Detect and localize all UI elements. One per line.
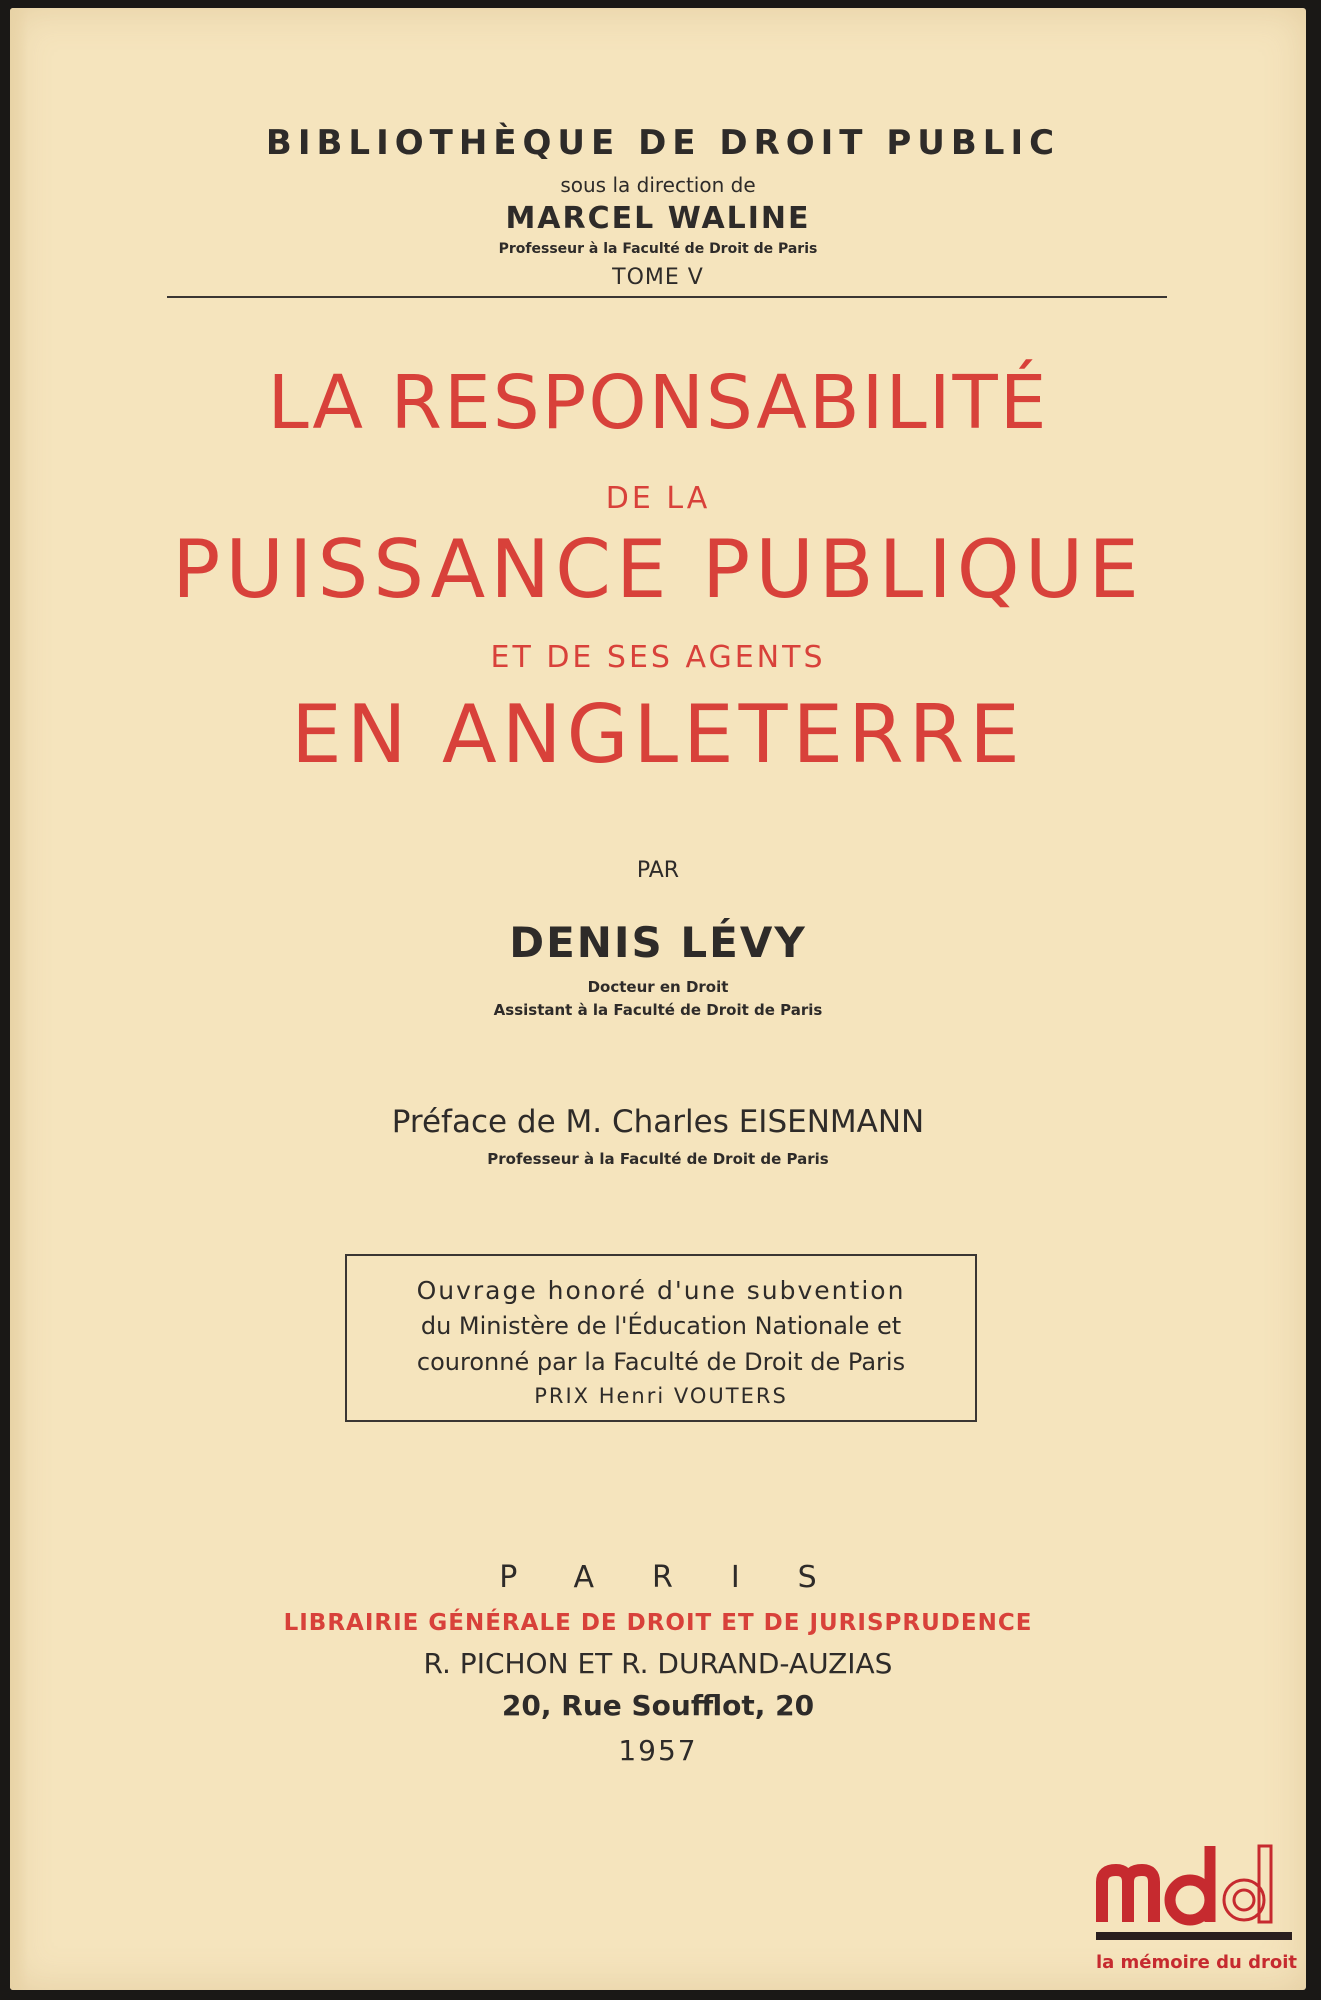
award-line-1: Ouvrage honoré d'une subvention xyxy=(416,1276,906,1305)
award-box xyxy=(345,1254,977,1422)
award-line-2: du Ministère de l'Éducation Nationale et xyxy=(420,1312,902,1340)
preface-author-title: Professeur à la Faculté de Droit de Paris xyxy=(487,1150,829,1168)
header-divider xyxy=(167,296,1167,298)
award-line-3: couronné par la Faculté de Droit de Paris xyxy=(416,1348,906,1376)
award-line-4: PRIX Henri VOUTERS xyxy=(534,1384,788,1408)
series-title: BIBLIOTHÈQUE DE DROIT PUBLIC xyxy=(265,123,1061,163)
by-label: PAR xyxy=(636,858,680,883)
author-title-1: Docteur en Droit xyxy=(587,978,729,996)
book-cover xyxy=(10,8,1306,1990)
book-title-line-5: EN ANGLETERRE xyxy=(291,688,1025,781)
preface-line: Préface de M. Charles EISENMANN xyxy=(391,1104,925,1140)
author-title-2: Assistant à la Faculté de Droit de Paris xyxy=(493,1001,823,1019)
publisher-owners: R. PICHON ET R. DURAND-AUZIAS xyxy=(423,1647,893,1680)
direction-label: sous la direction de xyxy=(560,173,756,197)
mdd-logo-icon xyxy=(1094,1834,1294,1944)
publisher-address: 20, Rue Soufflot, 20 xyxy=(501,1689,815,1722)
book-title-line-1: LA RESPONSABILITÉ xyxy=(267,360,1049,446)
book-title-line-4: ET DE SES AGENTS xyxy=(490,640,826,675)
publication-city: PARIS xyxy=(499,1560,875,1595)
author-name: DENIS LÉVY xyxy=(509,918,807,967)
publication-year: 1957 xyxy=(618,1734,698,1767)
publisher-name: LIBRAIRIE GÉNÉRALE DE DROIT ET DE JURISPRUDENCE xyxy=(283,1610,1033,1636)
mdd-watermark-logo xyxy=(1094,1834,1314,1994)
mdd-caption: la mémoire du droit xyxy=(1095,1952,1298,1973)
book-title-line-2: DE LA xyxy=(605,481,711,516)
book-title-line-3: PUISSANCE PUBLIQUE xyxy=(172,523,1144,616)
series-director: MARCEL WALINE xyxy=(505,201,811,236)
director-title: Professeur à la Faculté de Droit de Paris xyxy=(498,241,818,257)
tome-number: TOME V xyxy=(612,265,704,290)
